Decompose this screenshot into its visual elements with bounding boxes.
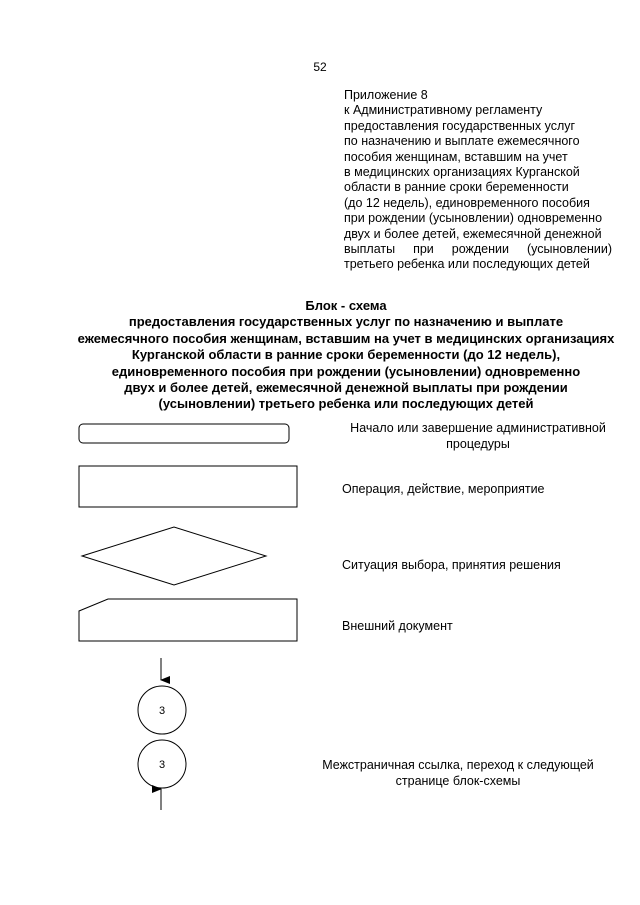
appendix-line: при рождении (усыновлении) одновременно: [344, 211, 603, 226]
title-line: ежемесячного пособия женщинам, вставшим на учет в медицинских организациях: [77, 330, 615, 346]
legend-connector-line2: странице блок-схемы: [395, 774, 521, 788]
legend-external-document: Внешний документ: [342, 619, 453, 633]
legend-start-end-line2: процедуры: [446, 437, 510, 451]
decision-shape: [82, 527, 266, 585]
start-end-shape: [79, 424, 289, 443]
legend-start-end: [328, 420, 628, 452]
appendix-line: (до 12 недель), единовременного пособия: [344, 195, 590, 210]
title-line: Курганской области в ранние сроки беременности (до 12 недель),: [131, 347, 561, 363]
title-line: единовременного пособия при рождении (усыновлении) одновременно: [111, 363, 581, 379]
title-line: предоставления государственных услуг по назначению и выплате: [128, 314, 564, 330]
appendix-line: предоставления государственных услуг: [344, 118, 576, 133]
appendix-line: выплаты при рождении (усыновлении): [344, 242, 612, 257]
appendix-line: Приложение 8: [344, 88, 428, 102]
external-document-shape: [79, 599, 297, 641]
title-line: Блок - схема: [305, 298, 387, 313]
appendix-line: области в ранние сроки беременности: [344, 180, 569, 195]
legend-decision: Ситуация выбора, принятия решения: [342, 558, 561, 572]
appendix-line: третьего ребенка или последующих детей: [344, 257, 590, 272]
title-line: двух и более детей, ежемесячной денежной выплаты при рождении: [124, 380, 568, 396]
legend-connector: [308, 757, 608, 789]
connector-number-top: 3: [158, 705, 166, 717]
appendix-line: двух и более детей, ежемесячной денежной: [344, 226, 602, 241]
legend-start-end-line1: Начало или завершение административной: [350, 421, 606, 435]
appendix-line: пособия женщинам, вставшим на учет: [344, 149, 568, 164]
legend-operation: Операция, действие, мероприятие: [342, 482, 545, 496]
appendix-line: по назначению и выплате ежемесячного: [344, 134, 580, 149]
title-line: (усыновлении) третьего ребенка или последующих детей: [158, 396, 534, 412]
connector-number-bottom: 3: [158, 759, 166, 771]
appendix-line: к Административному регламенту: [344, 103, 543, 118]
legend-connector-line1: Межстраничная ссылка, переход к следующей: [322, 758, 594, 772]
appendix-line: в медицинских организациях Курганской: [344, 165, 580, 180]
page-number: 52: [313, 60, 327, 74]
operation-shape: [79, 466, 297, 507]
